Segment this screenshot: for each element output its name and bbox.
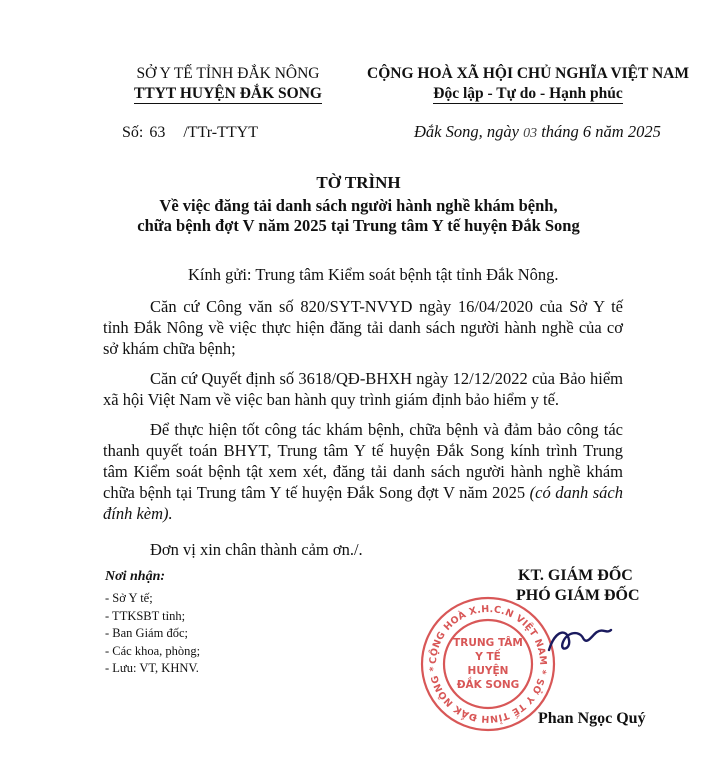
national-motto: Độc lập - Tự do - Hạnh phúc <box>433 85 623 102</box>
recipient-item: - Các khoa, phòng; <box>105 643 201 658</box>
stamp-line-4: ĐẮK SONG <box>456 679 520 691</box>
paragraph-request <box>103 419 623 524</box>
paragraph-3-text: Để thực hiện tốt công tác khám bệnh, chữa bệnh và đảm bảo công tác thanh quyết toán BHYT, Trung tâm Y tế huyện Đắk Song kính trình Trung tâm Kiểm soát bệnh tật xem xét, đăng tải danh sách người hành nghề khám chữa bệnh tại Trung tâm Y tế huyện Đắk Song đợt V năm 2025 <box>103 420 623 502</box>
stamp-line-1: TRUNG TÂM <box>453 637 523 649</box>
signer-role-1: KT. GIÁM ĐỐC <box>518 567 633 584</box>
recipient-item: - TTKSBT tỉnh; <box>105 608 186 623</box>
date-prefix: Đắk Song, ngày <box>414 122 519 141</box>
issuing-authority <box>108 64 348 104</box>
closing-line: Đơn vị xin chân thành cảm ơn./. <box>150 540 363 559</box>
stamp-line-3: HUYỆN <box>467 665 509 677</box>
paragraph-legal-basis-1 <box>103 296 623 359</box>
paragraph-1-text: Căn cứ Công văn số 820/SYT-NVYD ngày 16/04/2020 của Sở Y tế tỉnh Đắk Nông về việc thực hiện đăng tải danh sách người hành nghề của cơ sở khám chữa bệnh; <box>103 297 623 358</box>
stamp-line-2: Y TẾ <box>475 651 501 663</box>
document-number-suffix: /TTr-TTYT <box>183 124 258 141</box>
department-name: SỞ Y TẾ TỈNH ĐẮK NÔNG <box>136 65 320 82</box>
document-number-value: 63 <box>149 124 166 141</box>
country-name: CỘNG HOÀ XÃ HỘI CHỦ NGHĨA VIỆT NAM <box>367 65 689 82</box>
recipients-list <box>105 590 200 678</box>
document-number <box>122 124 258 142</box>
document-type: TỜ TRÌNH <box>316 173 401 192</box>
official-stamp <box>418 594 558 734</box>
issue-date <box>414 122 661 142</box>
recipient-line: Kính gửi: Trung tâm Kiểm soát bệnh tật tỉnh Đắk Nông. <box>188 265 559 284</box>
recipient-item: - Ban Giám đốc; <box>105 626 188 640</box>
document-subject-line1: Về việc đăng tải danh sách người hành nghề khám bệnh, <box>159 196 558 215</box>
signer-role-2: PHÓ GIÁM ĐỐC <box>516 587 640 604</box>
date-rest: tháng 6 năm 2025 <box>541 122 661 141</box>
signer-name: Phan Ngọc Quý <box>538 710 646 727</box>
recipient-item: - Lưu: VT, KHNV. <box>105 661 199 675</box>
recipients-label: Nơi nhận: <box>105 569 166 584</box>
attachment-note: (có danh sách đính kèm). <box>103 483 623 523</box>
document-number-label: Số: <box>122 124 144 141</box>
paragraph-2-text: Căn cứ Quyết định số 3618/QĐ-BHXH ngày 12/12/2022 của Bảo hiểm xã hội Việt Nam về việc ban hành quy trình giám định bảo hiểm y tế. <box>103 369 623 409</box>
svg-text:CỘNG HOÀ X.H.C.N VIỆT NAM * SỞ <box>428 604 548 724</box>
stamp-ring-text: CỘNG HOÀ X.H.C.N VIỆT NAM * SỞ Y TẾ TỈNH ĐẮK NÔNG * <box>427 603 549 725</box>
date-day: 03 <box>523 126 538 141</box>
handwritten-signature <box>545 620 615 660</box>
national-heading <box>358 64 698 104</box>
recipient-item: - Sở Y tế; <box>105 591 153 605</box>
document-subject-line2: chữa bệnh đợt V năm 2025 tại Trung tâm Y tế huyện Đắk Song <box>137 216 580 235</box>
organization-name: TTYT HUYỆN ĐẮK SONG <box>134 85 322 102</box>
paragraph-legal-basis-2 <box>103 368 623 410</box>
